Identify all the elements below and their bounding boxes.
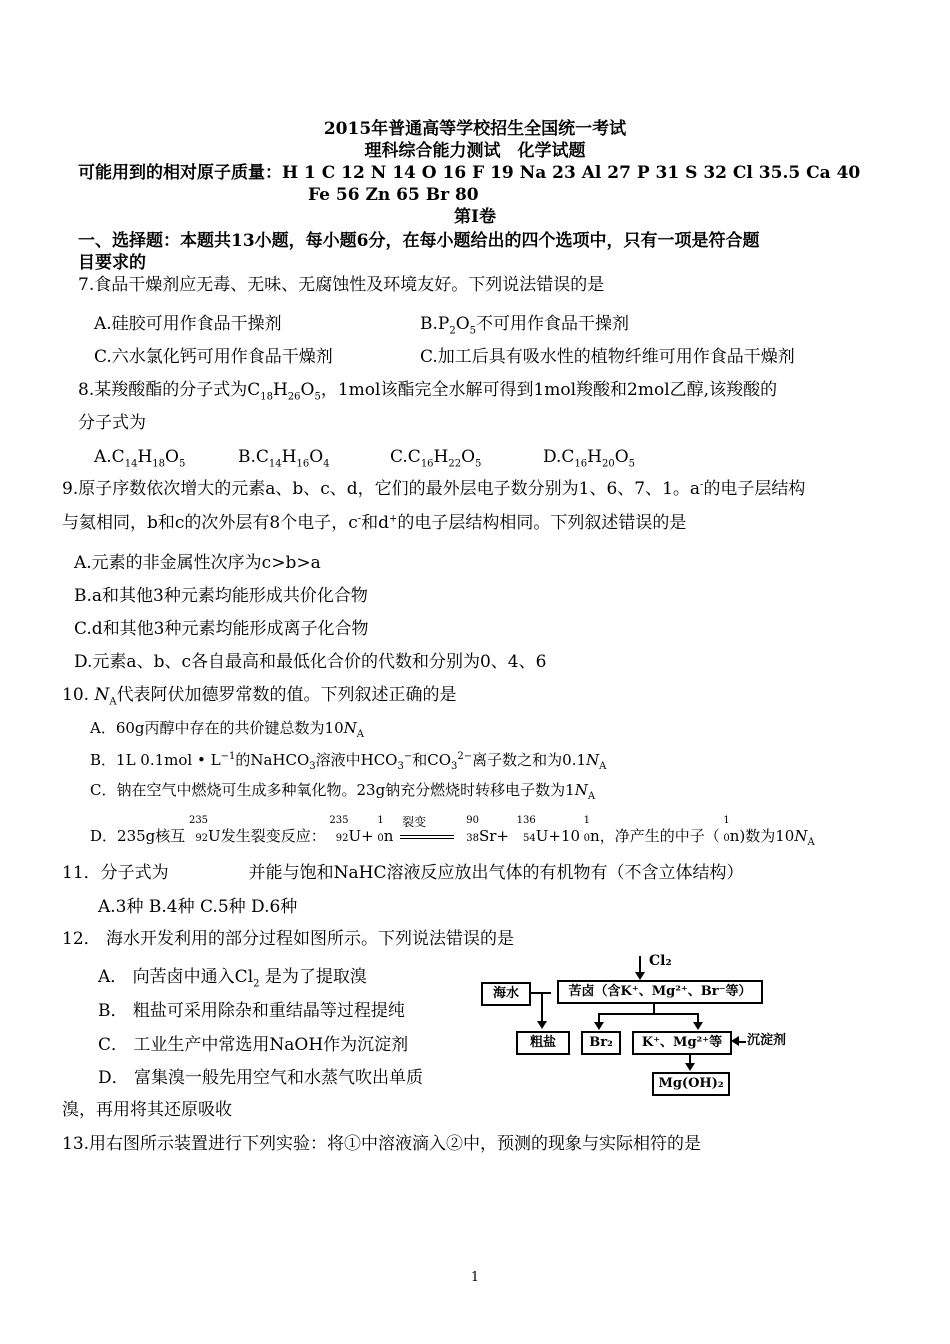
q8-b-text: O [309,447,324,467]
q10-option-c [90,779,595,801]
q13-stem: 13.用右图所示装置进行下列实验：将①中溶液滴入②中，预测的现象与实际相符的是 [62,1134,702,1154]
q8-b-text: B.C [238,447,269,467]
q12-a-text: 是为了提取溴 [259,967,367,987]
q9-text: 的电子层结构相同。下列叙述错误的是 [397,513,687,533]
q11-stem [62,862,743,884]
section-instructions: 一、选择题：本题共13小题，每小题6分，在每小题给出的四个选项中，只有一项是符合题 [78,231,760,251]
q10-na: N [94,685,110,705]
box-ions: K⁺、Mg²⁺等 [632,1031,732,1055]
volume-heading: 第Ⅰ卷 [454,207,496,227]
q10-b-na-sub: A [599,761,607,772]
crude-salt-arrow [537,1021,547,1029]
q7-b-text: 不可用作食品干操剂 [476,314,630,334]
exam-title: 2015年普通高等学校招生全国统一考试 [323,119,627,139]
nuclide-z: 92 [195,833,209,844]
q10-number: 10. [62,685,90,705]
q8-stem [78,379,777,401]
nuclide-symbol: U+ [348,827,374,845]
q7-stem: 7.食品干燥剂应无毒、无味、无腐蚀性及环境友好。下列说法错误的是 [78,275,605,295]
q10-b-na: N [586,751,600,769]
sr90-nuclide [461,815,479,847]
branch-line [598,1013,698,1015]
nuclide-mass: 90 [466,815,479,826]
nuclide-mass: 1 [723,815,730,826]
q10-option-a [90,717,364,739]
q10-a-na: N [343,719,357,737]
q10-option-b [90,749,606,771]
arrow-line [400,838,454,839]
q7-option-d: C.加工后具有吸水性的植物纤维可用作食品干燥剂 [420,347,795,367]
nuclide-z: 92 [335,833,349,844]
q8-a-sub: 5 [178,458,186,470]
q11-options: A.3种 B.4种 C.5种 D.6种 [98,897,298,917]
q8-text: O [300,380,315,400]
q12-a-text: A． 向苦卤中通入Cl [98,967,254,987]
nuclide-z: 0 [377,833,384,844]
nuclide-symbol: n)数为10 [729,827,795,845]
q8-sub: 5 [314,391,321,403]
q10-c-na: N [574,781,588,799]
q10-c-na-sub: A [587,791,596,802]
q9-sup: - [700,479,704,491]
seawater-to-bittern-line [529,992,551,994]
ions-arrow [693,1022,703,1030]
q8-d-sub: 5 [628,458,636,470]
q12-option-b: B． 粗盐可采用除杂和重结晶等过程提纯 [98,1001,405,1021]
q7-b-text: B.P [420,314,450,334]
q10-stem [62,684,457,706]
q9-stem [62,478,805,500]
nuclide-symbol: n，净产生的中子（ [590,827,720,845]
q10-b-text: 溶液中HCO [315,751,398,769]
q8-option-a [94,446,185,468]
q10-b-text: 离子数之和为0.1 [472,751,587,769]
q8-a-text: O [165,447,179,467]
q8-a-sub: 18 [152,458,165,470]
q7-option-a: A.硅胶可用作食品干操剂 [94,314,282,334]
q8-a-sub: 14 [124,458,138,470]
q7-option-b [420,313,629,335]
q11-text: 11．分子式为 [62,863,169,883]
q9-sup: - [357,513,362,525]
q8-text: H [272,380,288,400]
q10-b-text: B．1L 0.1mol • L [90,751,221,769]
q9-option-d: D.元素a、b、c各自最高和最低化合价的代数和分别为0、4、6 [74,652,547,672]
q8-d-text: H [587,447,602,467]
atomic-mass-values: H 1 C 12 N 14 O 16 F 19 Na 23 Al 27 P 31 S 32 Cl 35.5 Ca 40 [282,163,861,183]
q9-text: 9.原子序数依次增大的元素a、b、c、d，它们的最外层电子数分别为1、6、7、1。a [62,479,701,499]
q12-option-a [98,966,367,988]
mgoh2-arrow [685,1063,695,1071]
nuclide-z: 0 [583,833,591,844]
q8-b-sub: 14 [268,458,282,470]
q10-a-na-sub: A [356,729,364,740]
cl2-arrow [635,972,645,980]
q10-d-na-sub: A [807,837,815,848]
q9-option-a: A.元素的非金属性次序为c>b>a [74,553,321,573]
q8-c-text: C.C [390,447,421,467]
q9-text: 与氦相同，b和c的次外层有8个电子，c [62,513,358,533]
nuclide-symbol: U [208,827,221,845]
q8-d-sub: 20 [602,458,615,470]
atomic-mass-line1 [78,162,860,184]
box-br2: Br₂ [581,1031,621,1055]
neutron-nuclide-3 [720,815,730,847]
nuclide-mass: 1 [583,815,591,826]
q9-text: 和d [361,513,390,533]
q9-sup: + [389,513,398,525]
q8-c-text: H [433,447,449,467]
arrow-label: 裂变 [402,815,427,829]
box-seawater: 海水 [481,982,531,1006]
precipitant-label: 沉淀剂 [747,1033,787,1048]
neutron-nuclide-2 [580,815,591,847]
xe136-nuclide [514,815,536,847]
q8-option-c [390,446,481,468]
q7-b-sub: 2 [449,325,456,337]
section-instructions-cont: 目要求的 [78,253,146,273]
q10-b-sub: 3 [397,761,404,772]
q10-b-sup: 2− [457,751,473,762]
q10-d-text: 发生裂变反应： [220,827,326,845]
nuclide-mass: 235 [329,815,349,826]
q8-sub: 26 [287,391,301,403]
q10-a-text: A．60g丙醇中存在的共价键总数为10 [90,719,344,737]
atomic-mass-label: 可能用到的相对原子质量： [78,163,282,183]
q8-d-sub: 16 [574,458,588,470]
q12-stem: 12． 海水开发利用的部分过程如图所示。下列说法错误的是 [62,929,515,949]
q8-b-sub: 4 [323,458,330,470]
q10-d-text: D．235g核互 [90,827,186,845]
q9-option-c: C.d和其他3种元素均能形成离子化合物 [74,619,369,639]
q7-b-text: O [455,314,470,334]
q9-option-b: B.a和其他3种元素均能形成共价化合物 [74,586,368,606]
q8-text: 8.某羧酸酯的分子式为C [78,380,261,400]
cl2-label: Cl₂ [649,953,672,969]
nuclide-symbol: n [383,827,394,845]
q10-b-text: 的NaHCO [235,751,310,769]
q10-option-d [90,815,815,848]
q8-c-text: O [461,447,476,467]
q10-d-na: N [794,827,808,845]
br2-arrow [594,1022,604,1030]
q8-b-sub: 16 [296,458,310,470]
q7-b-sub: 5 [469,325,477,337]
nuclide-z: 38 [466,833,479,844]
q8-option-b [238,446,330,468]
q8-d-text: D.C [543,447,575,467]
nuclide-mass: 136 [516,815,536,826]
q12-option-d: D． 富集溴一般先用空气和水蒸气吹出单质 [98,1068,424,1088]
q8-c-sub: 22 [448,458,462,470]
q12-a-sub: 2 [253,978,260,990]
page-number: 1 [470,1270,480,1285]
u235-nuclide-2 [329,815,349,847]
exam-subtitle: 理科综合能力测试 化学试题 [364,141,586,161]
q8-stem-cont: 分子式为 [78,413,146,433]
nuclide-mass: 235 [188,815,209,826]
neutron-nuclide [374,815,384,847]
q8-text: ，1mol该酯完全水解可得到1mol羧酸和2mol乙醇,该羧酸的 [320,380,778,400]
cl2-line [639,956,641,973]
q10-b-text: 和CO [412,751,452,769]
q12-option-c: C． 工业生产中常选用NaOH作为沉淀剂 [98,1035,409,1055]
q12-option-d-cont: 溴，再用将其还原吸收 [62,1100,232,1120]
fission-arrow [398,815,456,847]
arrow-line [400,835,454,836]
q8-d-text: O [614,447,629,467]
nuclide-z: 54 [523,833,536,844]
q9-stem-cont [62,512,686,534]
q10-na-sub: A [109,696,117,708]
q7-option-c: C.六水氯化钙可用作食品干燥剂 [94,347,333,367]
q11-text: 并能与饱和NaHC溶液反应放出气体的有机物有（不含立体结构） [248,863,744,883]
nuclide-mass: 1 [377,815,384,826]
q9-text: 的电子层结构 [703,479,806,499]
q8-b-text: H [281,447,297,467]
q8-a-text: H [137,447,153,467]
precipitant-line [738,1041,746,1043]
nuclide-z: 0 [723,833,730,844]
q10-text: 代表阿伏加德罗常数的值。下列叙述正确的是 [116,685,457,705]
crude-salt-line [541,992,543,1022]
q10-b-sup: − [403,751,413,762]
q8-c-sub: 16 [420,458,434,470]
box-mgoh2: Mg(OH)₂ [652,1072,730,1096]
q8-a-text: A.C [94,447,125,467]
q8-option-d [543,446,635,468]
box-crude-salt: 粗盐 [516,1031,570,1055]
atomic-mass-line2: Fe 56 Zn 65 Br 80 [308,185,479,205]
nuclide-symbol: U+10 [535,827,581,845]
q8-sub: 18 [260,391,273,403]
q10-c-text: C．钠在空气中燃烧可生成多种氧化物。23g钠充分燃烧时转移电子数为1 [90,781,575,799]
q10-b-sup: −1 [220,751,236,762]
q8-c-sub: 5 [475,458,482,470]
nuclide-symbol: Sr+ [478,827,509,845]
box-bittern: 苦卤（含K⁺、Mg²⁺、Br⁻等） [557,980,763,1004]
u235-nuclide [188,815,209,847]
q10-b-sub: 3 [309,761,316,772]
q10-b-sub: 3 [451,761,458,772]
